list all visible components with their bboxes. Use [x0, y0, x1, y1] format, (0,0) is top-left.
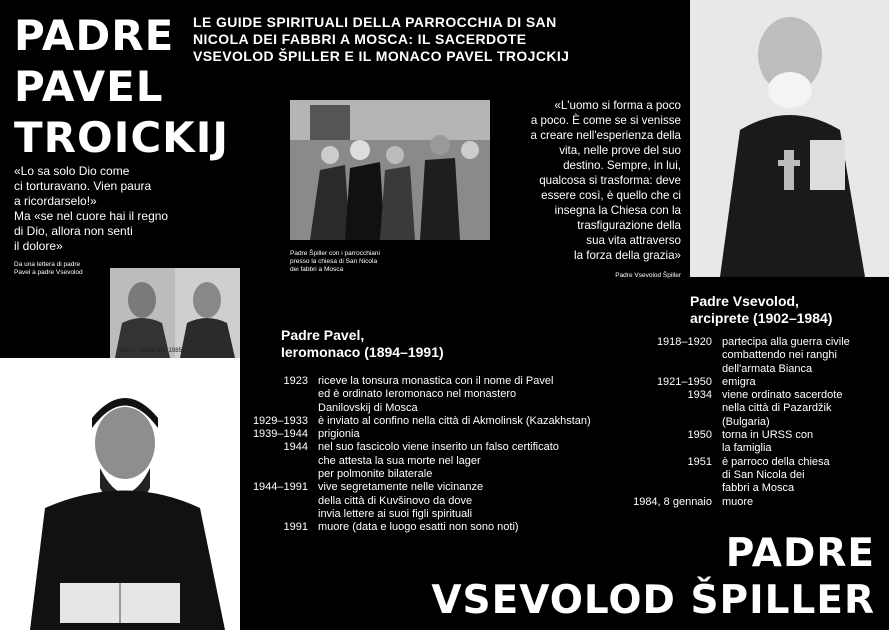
timeline-row	[612, 376, 889, 389]
timeline-row	[612, 442, 889, 455]
timeline-year: 1923	[283, 375, 308, 387]
timeline-year	[612, 416, 722, 429]
timeline-year	[612, 402, 722, 415]
timeline-year	[612, 482, 722, 495]
quote-vsevolod-line-11: la forza della grazia»	[574, 249, 681, 262]
timeline-year: 1984, 8 gennaio	[633, 495, 712, 508]
quote-vsevolod-line-9: trasfigurazione della	[577, 219, 681, 232]
timeline-text: muore	[722, 495, 754, 508]
timeline-row	[240, 481, 628, 494]
quote-vsevolod-line-10: sua vita attraverso	[586, 234, 681, 247]
timeline-row	[240, 402, 628, 415]
timeline-row	[612, 456, 889, 469]
timeline-year: 1944–1991	[252, 481, 308, 494]
timeline-year	[240, 495, 318, 508]
timeline-text: torna in URSS con	[722, 429, 814, 442]
timeline-text: Danilovskij di Mosca	[318, 401, 418, 414]
photo-mugshots	[110, 268, 240, 358]
quote-vsevolod-line-7: essere così, è quello che ci	[541, 189, 681, 202]
timeline-text: dell'armata Bianca	[722, 362, 813, 375]
timeline-row	[612, 389, 889, 402]
timeline-year: 1944	[283, 441, 308, 454]
timeline-year	[240, 402, 318, 415]
timeline-text: emigra	[722, 375, 756, 388]
timeline-year: 1934	[687, 389, 712, 402]
timeline-year: 1950	[687, 429, 712, 442]
timeline-text: ed è ordinato Ieromonaco nel monastero	[318, 388, 517, 401]
timeline-row	[240, 428, 628, 441]
heading-vsevolod-line-1: Padre Vsevolod,	[690, 293, 799, 309]
title-left-line-3: TROICKIJ	[14, 113, 229, 162]
timeline-row	[240, 495, 628, 508]
timeline-row	[612, 496, 889, 509]
title-left-line-1: PADRE	[14, 11, 175, 60]
timeline-row	[612, 336, 889, 349]
timeline-row	[240, 468, 628, 481]
timeline-row	[612, 469, 889, 482]
timeline-year	[612, 349, 722, 362]
quote-vsevolod-line-1: «L'uomo si forma a poco	[554, 99, 681, 112]
title-right-line-2: VSEVOLOD ŠPILLER	[431, 578, 875, 623]
timeline-year	[240, 508, 318, 521]
photo-padre-pavel-reading	[0, 358, 240, 630]
timeline-row	[240, 455, 628, 468]
headline-line-3: VSEVOLOD ŠPILLER E IL MONACO PAVEL TROJCKIJ	[193, 48, 570, 64]
timeline-text: invia lettere ai suoi figli spirituali	[318, 507, 473, 520]
quote-vsevolod-line-2: a poco. È come se si venisse	[530, 114, 681, 127]
headline	[193, 14, 633, 65]
timeline-text: per polmonite bilaterale	[318, 468, 433, 481]
quote-vsevolod-line-4: vita, nelle prove del suo	[559, 144, 681, 157]
quote-padre-vsevolod	[488, 98, 681, 263]
timeline-text: fabbri a Mosca	[722, 482, 795, 495]
timeline-year	[612, 469, 722, 482]
photo-caption-line-1: Padre Špiller con i parrocchiani	[290, 250, 380, 257]
photo-caption	[290, 250, 400, 274]
timeline-text: nella città di Pazardžik	[722, 402, 832, 415]
timeline-text: vive segretamente nelle vicinanze	[318, 481, 484, 494]
timeline-row	[240, 508, 628, 521]
quote-vsevolod-line-3: a creare nell'esperienza della	[530, 129, 681, 142]
heading-pavel-line-2: Ieromonaco (1894–1991)	[281, 344, 444, 360]
quote-pavel-source-line-1: Da una lettera di padre	[14, 261, 81, 268]
timeline-row	[240, 375, 628, 388]
timeline-text: della città di Kuvšinovo da dove	[318, 494, 473, 507]
timeline-row	[240, 441, 628, 454]
timeline-year: 1991	[283, 521, 308, 534]
heading-pavel-line-1: Padre Pavel,	[281, 327, 365, 343]
heading-vsevolod-line-2: arciprete (1902–1984)	[690, 310, 833, 326]
quote-vsevolod-line-5: destino. Sempre, in lui,	[563, 159, 681, 172]
title-right-line-1: PADRE	[725, 531, 875, 576]
timeline-year: 1951	[687, 455, 712, 468]
timeline-text: di San Nicola dei	[722, 468, 805, 481]
timeline-year: 1918–1920	[656, 336, 712, 348]
timeline-row	[612, 349, 889, 362]
headline-line-1: LE GUIDE SPIRITUALI DELLA PARROCCHIA DI SAN	[193, 14, 557, 30]
timeline-text: la famiglia	[722, 442, 772, 455]
timeline-year	[612, 363, 722, 376]
timeline-row	[240, 388, 628, 401]
quote-vsevolod-source: Padre Vsevolod Špiller	[615, 272, 681, 279]
timeline-year	[240, 468, 318, 481]
quote-padre-pavel	[14, 164, 209, 254]
quote-pavel-source-line-2: Pavel a padre Vsevolod	[14, 269, 83, 276]
mugshot-label: 1937 г. НКВД МТ. 1985	[120, 348, 182, 354]
timeline-text: partecipa alla guerra civile	[722, 336, 850, 348]
timeline-row	[612, 402, 889, 415]
timeline-text: è parroco della chiesa	[722, 455, 830, 468]
photo-caption-line-2: presso la chiesa di San Nicola	[290, 258, 378, 265]
title-left-line-2: PAVEL	[14, 62, 164, 111]
timeline-year	[240, 455, 318, 468]
photo-parishioners	[290, 100, 490, 240]
timeline-year: 1929–1933	[252, 414, 308, 427]
quote-pavel-line-2: ci torturavano. Vien paura	[14, 179, 152, 193]
timeline-year: 1921–1950	[656, 375, 712, 388]
timeline-padre-pavel	[240, 375, 628, 535]
timeline-row	[612, 363, 889, 376]
timeline-text: nel suo fascicolo viene inserito un falso certificato	[318, 441, 559, 454]
quote-pavel-source	[14, 261, 114, 277]
quote-pavel-line-5: di Dio, allora non senti	[14, 224, 133, 238]
timeline-year	[240, 388, 318, 401]
timeline-row	[612, 429, 889, 442]
timeline-text: muore (data e luogo esatti non sono noti)	[318, 521, 519, 534]
timeline-padre-vsevolod	[612, 336, 889, 509]
quote-vsevolod-line-6: qualcosa si trasforma: deve	[539, 174, 681, 187]
quote-pavel-line-4: Ma «se nel cuore hai il regno	[14, 209, 169, 223]
heading-padre-pavel	[281, 327, 444, 361]
headline-line-2: NICOLA DEI FABBRI A MOSCA: IL SACERDOTE	[193, 31, 527, 47]
timeline-row	[240, 415, 628, 428]
timeline-year: 1939–1944	[252, 428, 308, 441]
quote-pavel-line-1: «Lo sa solo Dio come	[14, 164, 130, 178]
timeline-year	[612, 442, 722, 455]
timeline-text: riceve la tonsura monastica con il nome di Pavel	[318, 375, 554, 387]
timeline-text: combattendo nei ranghi	[722, 349, 837, 362]
quote-vsevolod-line-8: insegna la Chiesa con la	[554, 204, 681, 217]
timeline-text: prigionia	[318, 428, 360, 441]
title-padre-vsevolod-spiller	[431, 530, 875, 624]
timeline-text: è inviato al confino nella città di Akmolinsk (Kazakhstan)	[318, 414, 591, 427]
photo-caption-line-3: dei fabbri a Mosca	[290, 266, 344, 273]
timeline-row	[612, 416, 889, 429]
quote-pavel-line-3: a ricordarselo!»	[14, 194, 97, 208]
quote-pavel-line-6: il dolore»	[14, 239, 63, 253]
timeline-text: (Bulgaria)	[722, 415, 770, 428]
timeline-text: viene ordinato sacerdote	[722, 389, 843, 402]
timeline-row	[612, 482, 889, 495]
photo-padre-vsevolod-portrait	[690, 0, 889, 277]
heading-padre-vsevolod	[690, 293, 832, 327]
timeline-text: che attesta la sua morte nel lager	[318, 454, 481, 467]
